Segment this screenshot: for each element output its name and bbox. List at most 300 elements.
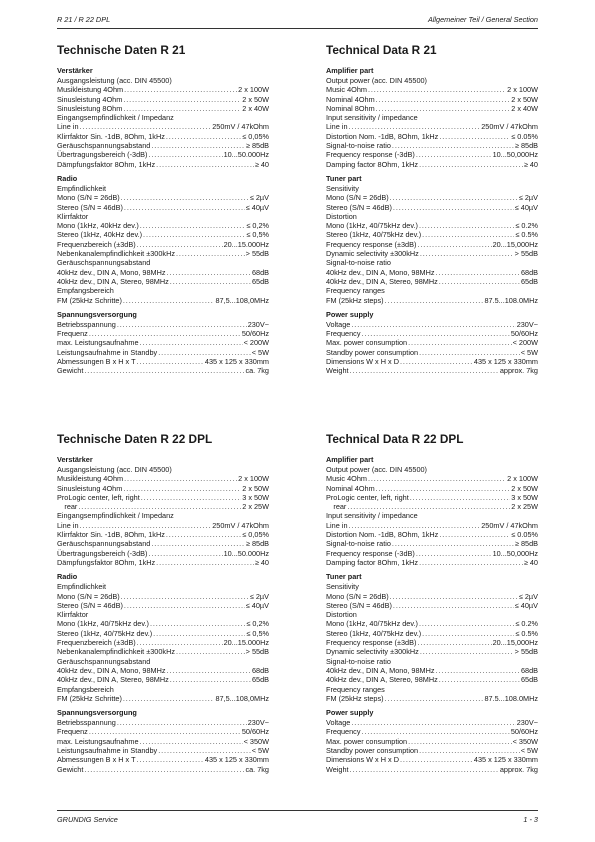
spec-row [326,230,538,239]
spec-value: 65dB [251,675,269,685]
spec-row [326,601,538,610]
dot-leader [121,193,249,202]
block-title: Technical Data R 21 [326,43,437,57]
spec-row [326,95,538,104]
spec-row [57,150,269,159]
spec-row [326,755,538,764]
spec-value: 10...50.000Hz [223,150,269,160]
dot-leader [137,240,223,249]
spec-label: Stereo (S/N = 46dB) [57,202,123,212]
spec-row [57,502,269,511]
spec-row [57,511,269,520]
dot-leader [408,737,512,746]
spec-label: Dynamic selectivity ±300kHz [326,647,419,657]
spec-row [326,296,538,305]
dot-leader [393,601,514,610]
spec-value: 435 x 125 x 330mm [473,755,538,765]
dot-leader [117,320,247,329]
spec-label: Sensitivity [326,582,359,592]
page-footer [57,815,538,827]
spec-row [57,727,269,736]
spec-label: Output power (acc. DIN 45500) [326,465,427,474]
dot-leader [420,249,514,258]
spec-label: FM (25kHz steps) [326,295,384,305]
spec-label: Nominal 8Ohm [326,103,375,113]
spec-row [57,286,269,295]
spec-value: > 55dB [514,647,538,657]
spec-row [326,694,538,703]
spec-value: ≤ 40µV [514,600,538,610]
spec-row [326,141,538,150]
spec-label: Sinusleistung 8Ohm [57,103,123,113]
spec-row [57,357,269,366]
spec-row [326,666,538,675]
spec-row [57,675,269,684]
spec-label: 40kHz dev., DIN A, Mono, 98MHz [57,267,166,277]
footer-brand: GRUNDIG Service [57,815,118,824]
spec-value: < 5W [520,347,538,357]
spec-label: Signal-to-noise ratio [326,258,391,268]
spec-value: 20...15.000Hz [223,239,269,249]
section-heading: Tuner part [326,173,362,183]
spec-value: 10...50,000Hz [492,548,538,558]
spec-row [326,619,538,628]
dot-leader [158,746,251,755]
spec-label: Weight [326,764,349,774]
spec-value: 3 x 50W [242,492,269,502]
spec-label: Damping factor 8Ohm, 1kHz [326,557,419,567]
spec-value: ≤ 0,2% [246,619,269,629]
dot-leader [417,638,491,647]
spec-row [57,193,269,202]
spec-value: ≤ 40µV [245,600,269,610]
spec-label: Frequenz [57,727,88,737]
spec-row [326,221,538,230]
dot-leader [408,338,512,347]
spec-label: Output power (acc. DIN 45500) [326,76,427,85]
spec-label: Gewicht [57,366,84,376]
spec-label: Distortion [326,610,357,620]
spec-row [326,366,538,375]
spec-value: 250mV / 47kOhm [212,122,269,132]
spec-label: Übertragungsbereich (-3dB) [57,150,148,160]
dot-leader [140,221,246,230]
spec-label: Dynamic selectivity ±300kHz [326,249,419,259]
spec-row [326,150,538,159]
spec-row [57,104,269,113]
spec-label: Abmessungen B x H x T [57,357,136,367]
spec-value: 230V~ [516,319,538,329]
spec-row [57,465,269,474]
spec-row [57,601,269,610]
spec-value: 50/60Hz [241,727,269,737]
dot-leader [124,474,237,483]
block-title: Technical Data R 22 DPL [326,432,464,446]
spec-row [326,203,538,212]
spec-value: 435 x 125 x 330mm [204,357,269,367]
spec-row [326,511,538,520]
spec-row [326,629,538,638]
dot-leader [410,493,510,502]
spec-row [326,465,538,474]
spec-row [326,338,538,347]
spec-value: < 5W [251,347,269,357]
spec-value: 68dB [520,267,538,277]
header-rule [57,28,538,29]
dot-leader [137,755,204,764]
spec-row [57,240,269,249]
spec-label: Music 4Ohm [326,474,367,484]
dot-leader [78,502,241,511]
section-heading: Power supply [326,309,374,319]
dot-leader [436,268,520,277]
spec-value: 50/60Hz [510,329,538,339]
spec-label: Geräuschspannungsabstand [57,258,151,268]
spec-value: 20...15,000Hz [492,239,538,249]
spec-row [57,85,269,94]
spec-row [57,277,269,286]
spec-value: ≤ 0.2% [515,221,538,231]
spec-label: Signal-to-noise ratio [326,141,391,151]
spec-row [57,95,269,104]
spec-row [57,296,269,305]
spec-value: 2 x 50W [242,94,269,104]
spec-value: < 200W [243,338,269,348]
header-model: R 21 / R 22 DPL [57,15,111,24]
spec-value: ≥ 85dB [245,539,269,549]
block-r22-de [57,431,269,774]
spec-value: ≤ 0,5% [246,230,269,240]
spec-row [57,610,269,619]
spec-label: Damping factor 8Ohm, 1kHz [326,159,419,169]
spec-value: ≤ 40µV [514,202,538,212]
dot-leader [416,150,492,159]
dot-leader [89,727,241,736]
block-r21-de [57,42,269,376]
spec-row [326,765,538,774]
spec-row [326,592,538,601]
spec-row [57,268,269,277]
footer-rule [57,810,538,811]
spec-label: Musikleistung 4Ohm [57,85,124,95]
spec-row [57,521,269,530]
dot-leader [385,296,484,305]
dot-leader [416,549,492,558]
spec-label: FM (25kHz steps) [326,693,384,703]
section-heading: Verstärker [57,455,93,464]
spec-label: Betriebsspannung [57,718,116,728]
spec-label: Mono (1kHz, 40/75kHz dev.) [326,619,418,629]
spec-label: Sinusleistung 4Ohm [57,483,123,493]
spec-row [326,104,538,113]
spec-label: Sinusleistung 4Ohm [57,94,123,104]
dot-leader [137,638,223,647]
spec-value: 2 x 100W [238,474,269,484]
dot-leader [419,221,514,230]
dot-leader [400,357,473,366]
spec-label: Mono (S/N = 26dB) [57,591,120,601]
page-number: 1 - 3 [523,815,538,824]
spec-value: ≤ 40µV [245,202,269,212]
section-heading: Tuner part [326,572,362,582]
spec-row [57,746,269,755]
spec-label: Empfindlichkeit [57,183,107,193]
spec-row [326,657,538,666]
spec-value: 2 x 100W [238,85,269,95]
spec-label: Frequency response (±3dB) [326,239,417,249]
spec-value: 87,5...108,0MHz [215,295,269,305]
dot-leader [84,366,244,375]
spec-label: Mono (S/N = 26dB) [57,193,120,203]
spec-label: rear [333,502,347,512]
spec-value: 68dB [520,665,538,675]
spec-value: ≤ 0,5% [246,628,269,638]
dot-leader [123,694,215,703]
spec-label: Stereo (S/N = 46dB) [326,600,392,610]
spec-value: 50/60Hz [241,329,269,339]
dot-leader [390,193,518,202]
spec-label: Klirrfaktor [57,610,89,620]
spec-value: 10...50,000Hz [492,150,538,160]
dot-leader [166,530,241,539]
page-header [57,15,538,27]
spec-row [326,268,538,277]
spec-label: FM (25kHz Schritte) [57,295,122,305]
dot-leader [376,484,511,493]
spec-label: Mono (S/N = 26dB) [326,591,389,601]
section-heading: Amplifier part [326,66,374,75]
spec-label: 40kHz dev., DIN A, Stereo, 98MHz [57,276,169,286]
spec-row [326,193,538,202]
dot-leader [361,329,509,338]
spec-label: Frequency ranges [326,286,385,296]
spec-value: approx. 7kg [499,764,538,774]
spec-value: 20...15,000Hz [492,638,538,648]
spec-row [57,338,269,347]
dot-leader [141,493,241,502]
spec-value: < 5W [251,746,269,756]
spec-label: Mono (1kHz, 40kHz dev.) [57,221,139,231]
dot-leader [84,765,244,774]
spec-row [57,141,269,150]
spec-label: Stereo (S/N = 46dB) [326,202,392,212]
dot-leader [124,601,245,610]
dot-leader [170,277,251,286]
spec-label: max. Leistungsaufnahme [57,338,139,348]
spec-label: 40kHz dev., DIN A, Stereo, 98MHz [57,675,169,685]
spec-value: approx. 7kg [499,366,538,376]
dot-leader [156,558,254,567]
spec-value: ≤ 0.5% [515,628,538,638]
dot-leader [368,474,506,483]
spec-label: Betriebsspannung [57,319,116,329]
spec-value: 2 x 40W [511,103,538,113]
dot-leader [80,521,212,530]
spec-label: Voltage [326,319,351,329]
spec-label: Geräuschspannungsabstand [57,141,151,151]
dot-leader [376,95,511,104]
spec-row [326,718,538,727]
spec-value: ≤ 0,05% [242,530,269,540]
spec-value: ≤ 0.05% [511,530,538,540]
spec-row [57,718,269,727]
spec-label: Stereo (1kHz, 40kHz dev.) [57,230,143,240]
spec-value: 87,5...108,0MHz [215,693,269,703]
spec-label: Distortion Nom. -1dB, 8Ohm, 1kHz [326,131,439,141]
spec-value: 68dB [251,665,269,675]
spec-row [326,737,538,746]
dot-leader [123,484,241,493]
spec-label: Frequency [326,329,361,339]
spec-label: Ausgangsleistung (acc. DIN 45500) [57,465,172,474]
spec-row [326,113,538,122]
spec-value: 2 x 100W [507,85,538,95]
spec-row [57,558,269,567]
spec-row [326,610,538,619]
spec-value: ≥ 85dB [514,539,538,549]
spec-value: 250mV / 47kOhm [481,122,538,132]
spec-row [57,647,269,656]
spec-row [57,484,269,493]
spec-label: Input sensitivity / impedance [326,113,418,123]
spec-label: Dämpfungsfaktor 8Ohm, 1kHz [57,557,156,567]
spec-label: 40kHz dev., DIN A, Stereo, 98MHz [326,675,438,685]
spec-label: Line in [326,520,348,530]
spec-row [57,113,269,122]
spec-row [57,539,269,548]
spec-label: Frequenzbereich (±3dB) [57,239,136,249]
dot-leader [80,122,212,131]
dot-leader [436,666,520,675]
dot-leader [368,85,506,94]
dot-leader [124,85,237,94]
spec-value: ≤ 0.05% [511,131,538,141]
spec-row [326,160,538,169]
dot-leader [123,104,241,113]
spec-row [326,558,538,567]
spec-value: 87.5...108.0MHz [484,693,538,703]
spec-row [326,502,538,511]
spec-label: Line in [57,520,79,530]
block-title: Technische Daten R 21 [57,43,186,57]
spec-row [326,685,538,694]
spec-label: Empfangsbereich [57,684,114,694]
dot-leader [148,150,222,159]
spec-row [57,549,269,558]
spec-label: rear [64,502,78,512]
section-heading: Spannungsversorgung [57,309,137,319]
spec-label: Empfindlichkeit [57,582,107,592]
dot-leader [351,718,515,727]
spec-value: ≥ 40 [254,159,269,169]
spec-row [326,184,538,193]
spec-row [326,249,538,258]
spec-value: 2 x 50W [511,483,538,493]
spec-value: ≤ 0,05% [242,131,269,141]
spec-label: Mono (S/N = 26dB) [326,193,389,203]
spec-row [57,348,269,357]
dot-leader [123,296,215,305]
dot-leader [123,95,241,104]
spec-label: Geräuschspannungsabstand [57,539,151,549]
spec-row [326,286,538,295]
section-heading: Radio [57,173,78,183]
spec-value: 250mV / 47kOhm [212,520,269,530]
spec-row [57,629,269,638]
spec-row [326,474,538,483]
spec-label: Dimensions W x H x D [326,357,399,367]
spec-row [57,122,269,131]
block-title: Technische Daten R 22 DPL [57,432,213,446]
spec-label: Klirrfaktor Sin. -1dB, 8Ohm, 1kHz [57,530,165,540]
spec-row [57,221,269,230]
spec-row [57,737,269,746]
spec-row [326,258,538,267]
spec-value: > 55dB [245,249,269,259]
spec-value: ≤ 0,2% [246,221,269,231]
spec-label: Nominal 4Ohm [326,94,375,104]
spec-value: 2 x 50W [242,483,269,493]
spec-value: 2 x 50W [511,94,538,104]
spec-row [326,493,538,502]
dot-leader [349,122,481,131]
spec-label: max. Leistungsaufnahme [57,736,139,746]
spec-value: ≤ 0.5% [515,230,538,240]
spec-label: Nebenkanalempfindlichkeit ±300kHz [57,647,175,657]
spec-row [326,240,538,249]
dot-leader [419,746,520,755]
dot-leader [419,160,523,169]
dot-leader [422,629,514,638]
spec-row [326,122,538,131]
dot-leader [151,539,245,548]
spec-label: Klirrfaktor Sin. -1dB, 8Ohm, 1kHz [57,131,165,141]
spec-label: Signal-to-noise ratio [326,539,391,549]
spec-value: 65dB [520,675,538,685]
spec-value: > 55dB [245,647,269,657]
spec-value: 230V~ [516,718,538,728]
spec-row [57,765,269,774]
spec-row [57,592,269,601]
spec-row [57,366,269,375]
spec-row [57,320,269,329]
spec-row [57,249,269,258]
spec-row [57,530,269,539]
spec-label: Sensitivity [326,183,359,193]
dot-leader [117,718,247,727]
spec-label: Stereo (1kHz, 40/75kHz dev.) [57,628,153,638]
spec-value: ≥ 85dB [245,141,269,151]
spec-row [326,348,538,357]
spec-row [57,230,269,239]
dot-leader [376,104,511,113]
spec-row [326,530,538,539]
dot-leader [148,549,222,558]
dot-leader [124,203,245,212]
spec-row [57,76,269,85]
spec-label: Eingangsempfindlichkeit / Impedanz [57,113,174,123]
spec-label: Mono (1kHz, 40/75kHz dev.) [57,619,149,629]
spec-value: 435 x 125 x 330mm [473,357,538,367]
spec-row [326,549,538,558]
spec-label: Frequenz [57,329,88,339]
spec-label: Input sensitivity / impedance [326,511,418,521]
spec-value: 65dB [251,276,269,286]
spec-label: Distortion [326,211,357,221]
spec-value: ca. 7kg [245,764,269,774]
spec-label: Standby power consumption [326,347,419,357]
spec-label: Frequenzbereich (±3dB) [57,638,136,648]
